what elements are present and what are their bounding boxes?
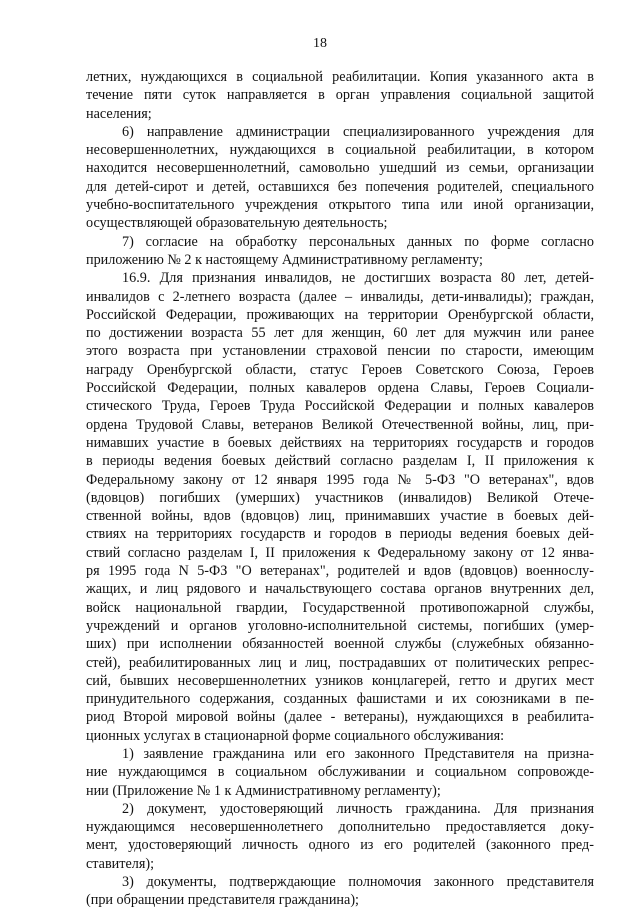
text-line: риод Второй мировой войны (далее - ветераны), нуждающихся в реабилита-: [86, 709, 594, 726]
text-line: войск национальной гвардии, Государственной противопожарной службы,: [86, 599, 594, 616]
document-body: [86, 68, 594, 910]
text-line: 7) согласие на обработку персональных данных по форме согласно: [122, 233, 594, 250]
text-line: населения;: [86, 105, 152, 122]
text-line: Федеральному закону от 12 января 1995 года № 5-ФЗ "О ветеранах", вдов: [86, 471, 594, 488]
text-line: Российской Федерации, полных кавалеров ордена Славы, Героев Социали-: [86, 380, 594, 397]
text-line: ствиях на территориях государств и городов в периоды ведения боевых дей-: [86, 526, 594, 543]
text-line: находится несовершеннолетний, самовольно ушедший из семьи, организации: [86, 160, 594, 177]
text-line: ших) при исполнении обязанностей военной службы (служебных обязанно-: [86, 636, 594, 653]
text-line: в периоды ведения боевых действий согласно разделам I, II приложения к: [86, 453, 594, 470]
text-line: для детей-сирот и детей, оставшихся без попечения родителей, специального: [86, 178, 594, 195]
text-line: награду Оренбургской области, статус Героев Советского Союза, Героев: [86, 361, 594, 378]
text-line: жащих, и лиц рядового и начальствующего состава органов внутренних дел,: [86, 581, 594, 598]
page-number: 18: [313, 36, 327, 51]
text-line: течение пяти суток направляется в орган управления социальной защитой: [86, 87, 594, 104]
text-line: 1) заявление гражданина или его законного Представителя на призна-: [122, 745, 594, 762]
text-line: по достижении возраста 55 лет для женщин, 60 лет для мужчин или ранее: [86, 325, 594, 342]
text-line: нуждающимся несовершеннолетнего дополнительно предоставляется доку-: [86, 819, 594, 836]
text-line: учреждений и органов уголовно-исполнительной системы, погибших (умер-: [86, 617, 594, 634]
text-line: 2) документ, удостоверяющий личность гражданина. Для признания: [122, 800, 594, 817]
text-line: стей), реабилитированных лиц и лиц, пострадавших от политических репрес-: [86, 654, 594, 671]
text-line: 6) направление администрации специализированного учреждения для: [122, 123, 594, 140]
text-line: ственной войны, вдов (вдовцов) лиц, принимавших участие в боевых дей-: [86, 508, 594, 525]
text-line: нии (Приложение № 1 к Административному регламенту);: [86, 782, 441, 799]
text-line: Российской Федерации, проживающих на территории Оренбургской области,: [86, 306, 594, 323]
text-line: стического Труда, Героев Труда Российской Федерации и полных кавалеров: [86, 398, 594, 415]
text-line: ставителя);: [86, 855, 155, 872]
text-line: (вдовцов) погибших (умерших) участников (инвалидов) Великой Отече-: [86, 489, 594, 506]
text-line: ствий согласно разделам I, II приложения к Федеральному закону от 12 янва-: [86, 544, 594, 561]
text-line: нимавших участие в боевых действиях на территориях государств и городов: [86, 434, 594, 451]
text-line: ордена Трудовой Славы, ветеранов Великой Отечественной войны, лиц, при-: [86, 416, 594, 433]
text-line: приложению № 2 к настоящему Административному регламенту;: [86, 251, 483, 268]
text-line: сий, бывших несовершеннолетних узников концлагерей, гетто и других мест: [86, 672, 594, 689]
text-line: несовершеннолетних, нуждающихся в социальной реабилитации, в котором: [86, 142, 594, 159]
text-line: учебно-воспитательного учреждения открытого типа или иной организации,: [86, 197, 594, 214]
text-line: этого возраста при установлении страховой пенсии по старости, имеющим: [86, 343, 594, 360]
text-line: (при обращении представителя гражданина);: [86, 892, 359, 909]
text-line: ционных услугах в стационарной форме социального обслуживания:: [86, 727, 505, 744]
text-line: ря 1995 года N 5-ФЗ "О ветеранах", родителей и вдов (вдовцов) военнослу-: [86, 563, 594, 580]
text-line: инвалидов с 2-летнего возраста (далее – инвалиды, дети-инвалиды); граждан,: [86, 288, 594, 305]
text-line: ние нуждающимся в социальном обслуживании и социальном сопровожде-: [86, 764, 594, 781]
text-line: осуществляющей образовательную деятельность;: [86, 215, 388, 232]
text-line: 3) документы, подтверждающие полномочия законного представителя: [122, 874, 594, 891]
text-line: летних, нуждающихся в социальной реабилитации. Копия указанного акта в: [86, 69, 594, 85]
text-line: мент, удостоверяющий личность одного из его родителей (законного пред-: [86, 837, 594, 854]
text-line: принудительного содержания, созданных фашистами и их союзниками в пе-: [86, 691, 594, 708]
text-line: 16.9. Для признания инвалидов, не достигших возраста 80 лет, детей-: [122, 270, 594, 287]
